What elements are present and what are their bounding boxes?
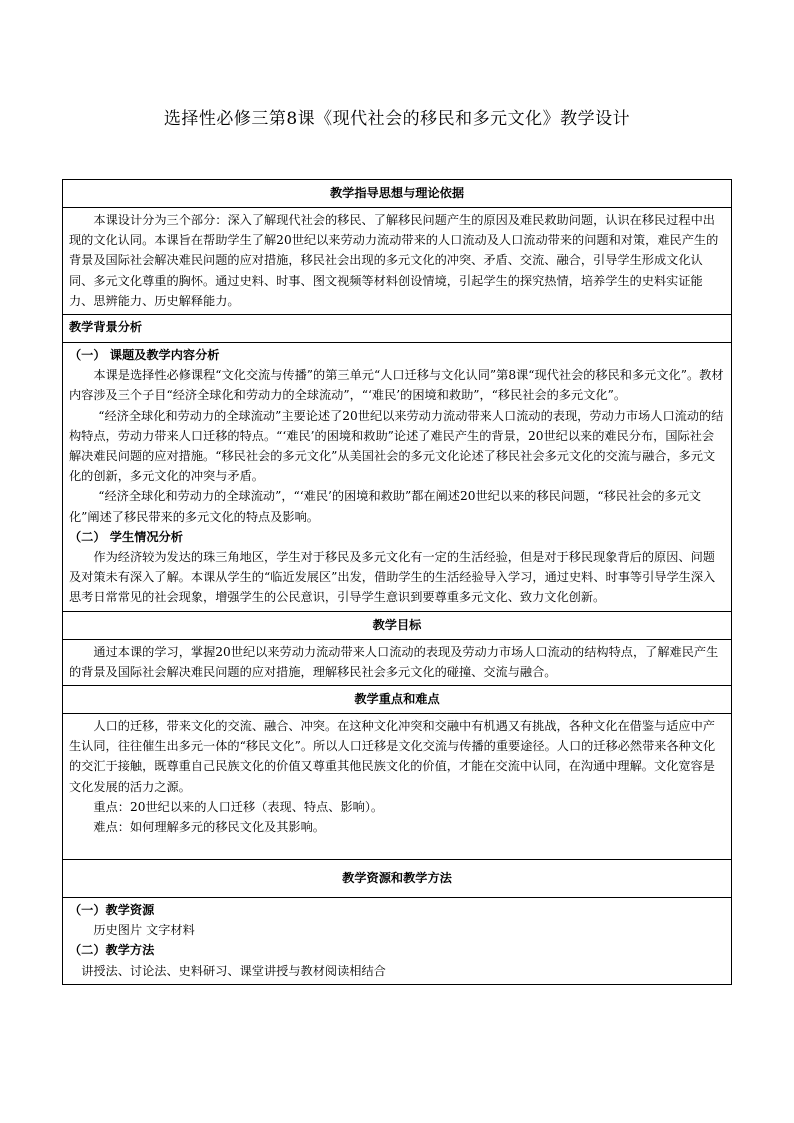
guiding-header: 教学指导思想与理论依据 (63, 180, 732, 208)
objectives-header: 教学目标 (63, 611, 732, 639)
background-body-cell (63, 343, 732, 612)
student-analysis-title: （二） 学生情况分析 (69, 529, 183, 544)
key-points-difficulty: 难点：如何理解多元的移民文化及其影响。 (93, 820, 325, 835)
content-analysis-p2: “经济全球化和劳动力的全球流动”主要论述了20世纪以来劳动力流动带来人口流动的表现，劳动力市场人口流动的结构特点，劳动力带来人口迁移的特点。“‘难民’的困境和救助”论述了难民产生的背景，20世纪以来的难民分布，国际社会解决难民问题的应对措施。“移民社会的多元文化”从美国社会的多元文化论述了移民社会多元文化的交流与融合，多元文化的创新，多元文化的冲突与矛盾。 (69, 408, 724, 484)
content-analysis-p3: “经济全球化和劳动力的全球流动”，“‘难民’的困境和救助”都在阐述20世纪以来的移民问题，“移民社会的多元文化”阐述了移民带来的多元文化的特点及影响。 (69, 489, 702, 524)
background-header: 教学背景分析 (63, 315, 732, 343)
resources-body: 历史图片 文字材料 (93, 923, 195, 938)
objectives-body-cell (63, 639, 732, 685)
student-analysis-p1: 作为经济较为发达的珠三角地区，学生对于移民及多元文化有一定的生活经验，但是对于移民现象背后的原因、问题及对策未有深入了解。本课从学生的“临近发展区”出发，借助学生的生活经验导入学习，通过史料、时事等引导学生深入思考日常常见的社会现象，增强学生的公民意识，引导学生意识到要尊重多元文化、致力文化创新。 (69, 550, 716, 605)
methods-title: （二）教学方法 (69, 943, 155, 958)
resources-title: （一）教学资源 (69, 903, 155, 918)
lesson-plan-table (62, 179, 732, 985)
resources-body-cell (63, 898, 732, 985)
methods-body: 讲授法、讨论法、史料研习、课堂讲授与教材阅读相结合 (81, 963, 386, 978)
content-analysis-title: （一） 课题及教学内容分析 (69, 348, 220, 363)
resources-header: 教学资源和教学方法 (63, 860, 732, 898)
key-points-focus: 重点：20世纪以来的人口迁移（表现、特点、影响）。 (93, 799, 384, 814)
key-points-header: 教学重点和难点 (63, 686, 732, 714)
guiding-body: 本课设计分为三个部分：深入了解现代社会的移民、了解移民问题产生的原因及难民救助问题，认识在移民过程中出现的文化认同。本课旨在帮助学生了解20世纪以来劳动力流动带来的人口流动及人口流动带来的问题和对策，难民产生的背景及国际社会解决难民问题的应对措施，移民社会出现的多元文化的冲突、矛盾、交流、融合，引导学生形成文化认同、多元文化尊重的胸怀。通过史料、时事、图文视频等材料创设情境，引起学生的探究热情，培养学生的史料实证能力、思辨能力、历史解释能力。 (69, 213, 719, 308)
key-points-body-cell (63, 714, 732, 860)
document-title: 选择性必修三第8课《现代社会的移民和多元文化》教学设计 (163, 109, 631, 129)
content-analysis-p1: 本课是选择性必修课程“文化交流与传播”的第三单元“人口迁移与文化认同”第8课“现代社会的移民和多元文化”。教材内容涉及三个子目“经济全球化和劳动力的全球流动”，“‘难民’的困境和救助”，“移民社会的多元文化”。 (69, 368, 724, 403)
key-points-body: 人口的迁移，带来文化的交流、融合、冲突。在这种文化冲突和交融中有机遇又有挑战，各种文化在借鉴与适应中产生认同，往往催生出多元一体的“移民文化”。所以人口迁移是文化交流与传播的重要途径。人口的迁移必然带来各种文化的交汇于接触，既尊重自己民族文化的价值又尊重其他民族文化的价值，才能在交流中认同，在沟通中理解。文化宽容是文化发展的活力之源。 (69, 719, 716, 794)
guiding-body-cell (63, 208, 732, 315)
objectives-body: 通过本课的学习，掌握20世纪以来劳动力流动带来人口流动的表现及劳动力市场人口流动的结构特点，了解难民产生的背景及国际社会解决难民问题的应对措施，理解移民社会多元文化的碰撞、交流与融合。 (69, 644, 719, 679)
